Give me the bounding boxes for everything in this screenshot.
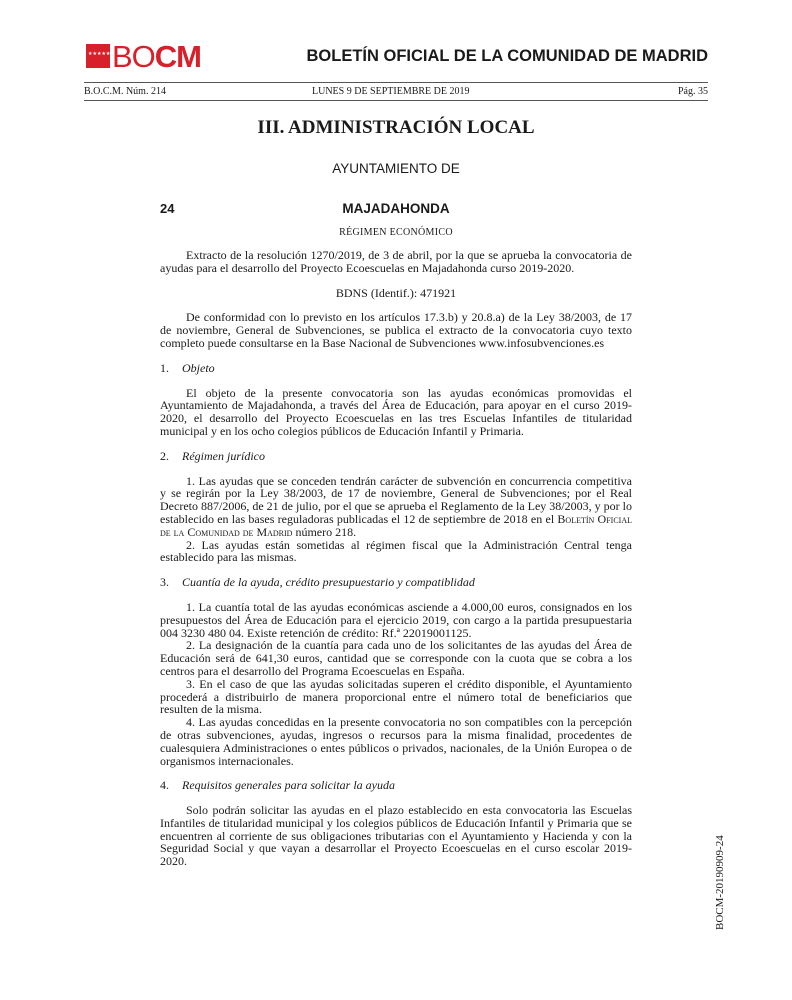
section-2-heading: 2. Régimen jurídico [160,448,265,463]
entry-number: 24 [160,201,175,216]
page-header [84,40,708,84]
issue-date: LUNES 9 DE SEPTIEMBRE DE 2019 [312,86,470,97]
preamble-paragraph: De conformidad con lo previsto en los artículos 17.3.b) y 20.8.a) de la Ley 38/2003, de 17 de noviembre, General de Subvenciones, se publica el extracto de la convocatoria cuyo texto completo puede consultarse en la Base Nacional de Subvenciones www.infosubvenciones.es [160,310,632,350]
bocm-document-code: BOCM-20190909-24 [714,835,726,930]
section-4-paragraph: Solo podrán solicitar las ayudas en el plazo establecido en esta convocatoria las Escuelas Infantiles de titularidad municipal y los colegios públicos de Educación Infantil y Primaria que se encuentren al corriente de sus obligaciones tributarias con el Ayuntamiento y Hacienda y con la Seguridad Social y que vayan a desarrollar el Proyecto Ecoescuelas en el curso escolar 2019-2020. [160,803,632,869]
logo-stars: ★★★★★★★ [88,51,120,57]
section-1-paragraph: El objeto de la presente convocatoria son las ayudas económicas promovidas el Ayuntamiento de Majadahonda, a través del Área de Educación, para apoyar en el curso 2019-2020, el desarrollo del Proyecto Ecoescuelas en las tres Escuelas Infantiles de titularidad municipal y en los ocho colegios públicos de Educación Infantil y Primaria. [160,385,632,438]
section-title: III. ADMINISTRACIÓN LOCAL [257,117,535,138]
header-rule-bottom [84,100,708,101]
ayuntamiento-label: AYUNTAMIENTO DE [332,161,460,176]
subsection-title: RÉGIMEN ECONÓMICO [339,227,453,238]
section-1-heading: 1. Objeto [160,360,215,375]
issue-meta-line [84,86,708,100]
logo-text-cm: CM [154,39,202,74]
section-3-paragraph-3: 3. En el caso de que las ayudas solicitadas superen el crédito disponible, el Ayuntamiento procederá a distribuirlo de manera proporcional entre el número total de beneficiarios que resulten de la misma. [160,676,632,717]
bdns-identifier: BDNS (Identif.): 471921 [335,285,457,300]
intro-paragraph: Extracto de la resolución 1270/2019, de 3 de abril, por la que se aprueba la convocatoria de ayudas para el desarrollo del Proyecto Ecoescuelas en Majadahonda curso 2019-2020. [160,248,632,275]
bocm-logo-flag [86,44,120,68]
logo-text-bo: BO [112,39,155,74]
page-number: Pág. 35 [678,86,708,97]
header-rule-top [84,82,708,83]
bocm-logo [112,39,201,75]
section-2-paragraph-1: 1. Las ayudas que se conceden tendrán carácter de subvención en concurrencia competitiva y se regirán por la Ley 38/2003, de 17 de noviembre, General de Subvenciones; por el Real Decreto 887/2006, de 21 de julio, por el que se aprueba el Reglamento de la Ley 38/2003, y por lo establecido en las bases reguladoras publicadas el 12 de septiembre de 2018 en el Boletín Oficial de la Comunidad de Madrid número 218. [160,473,632,539]
section-3-paragraph-2: 2. La designación de la cuantía para cada uno de los solicitantes de las ayudas del Área de Educación será de 641,30 euros, cantidad que se corresponde con la cuota que se cobra a los centros para el desarrollo del Programa Ecoescuelas en España. [160,638,632,678]
section-3-heading: 3. Cuantía de la ayuda, crédito presupuestario y compatiblidad [160,575,475,590]
section-4-heading: 4. Requisitos generales para solicitar la ayuda [160,778,395,793]
gazette-title: BOLETÍN OFICIAL DE LA COMUNIDAD DE MADRID [306,47,708,65]
municipality-name: MAJADAHONDA [342,201,450,216]
section-3-paragraph-4: 4. Las ayudas concedidas en la presente convocatoria no son compatibles con la percepción de otras subvenciones, ayudas, ingresos o recursos para la misma finalidad, procedentes de cualesquiera Administraciones o entes públicos o privados, nacionales, de la Unión Europea o de organismos internacionales. [160,715,632,768]
document-body [160,249,632,868]
section-3-paragraph-1: 1. La cuantía total de las ayudas económicas asciende a 4.000,00 euros, consignados en los presupuestos del Área de Educación para el ejercicio 2019, con cargo a la partida presupuestaria 004 3230 480 04. Existe retención de crédito: Rf.ª 22019001125. [160,599,632,640]
section-2-paragraph-2: 2. Las ayudas están sometidas al régimen fiscal que la Administración Central tenga establecido para las mismas. [160,537,632,565]
issue-number: B.O.C.M. Núm. 214 [84,86,166,97]
